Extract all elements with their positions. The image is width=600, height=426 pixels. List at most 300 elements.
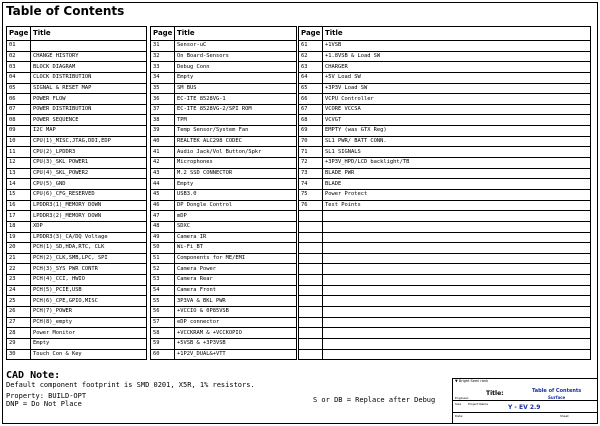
toc-row — [7, 72, 147, 83]
title-block-title-value: Table of Contents — [532, 388, 582, 394]
toc-page-number — [299, 285, 323, 296]
toc-page-number: 05 — [7, 83, 31, 94]
toc-entry-title: BLADE — [323, 179, 591, 190]
toc-page-number: 11 — [7, 147, 31, 158]
toc-page-number: 28 — [7, 328, 31, 339]
toc-page-number: 62 — [299, 51, 323, 62]
toc-page-number: 03 — [7, 62, 31, 73]
toc-row — [151, 243, 297, 254]
toc-page-number: 52 — [151, 264, 175, 275]
toc-page-number: 41 — [151, 147, 175, 158]
toc-page-number: 61 — [299, 41, 323, 52]
toc-row — [151, 51, 297, 62]
toc-page-number: 63 — [299, 62, 323, 73]
toc-row — [299, 275, 591, 286]
toc-page-number: 48 — [151, 221, 175, 232]
toc-entry-title — [31, 41, 147, 52]
toc-page-number — [299, 328, 323, 339]
toc-page-number: 07 — [7, 104, 31, 115]
toc-page-number: 65 — [299, 83, 323, 94]
toc-entry-title — [323, 211, 591, 222]
page-title: Table of Contents — [6, 4, 125, 18]
toc-entry-title — [323, 307, 591, 318]
toc-row — [299, 41, 591, 52]
toc-page-number: 75 — [299, 189, 323, 200]
title-block-revision: Y - EV 2.9 — [508, 404, 541, 411]
toc-entry-title — [323, 296, 591, 307]
toc-page-number: 27 — [7, 317, 31, 328]
toc-row — [7, 253, 147, 264]
toc-page-number: 74 — [299, 179, 323, 190]
toc-page-number: 18 — [7, 221, 31, 232]
toc-row — [7, 179, 147, 190]
toc-header-row — [299, 27, 591, 41]
toc-entry-title: +1P2V_DUAL&+VTT — [175, 349, 297, 360]
toc-page-number: 69 — [299, 126, 323, 137]
toc-entry-title: REALTEK ALC298 CODEC — [175, 136, 297, 147]
toc-entry-title: PCH(7)_POWER — [31, 307, 147, 318]
toc-page-number: 33 — [151, 62, 175, 73]
title-block — [452, 378, 598, 424]
toc-row — [299, 328, 591, 339]
toc-entry-title: PCH(1)_SD,HDA,RTC, CLK — [31, 243, 147, 254]
title-block-project-label: Project Name — [468, 402, 489, 406]
toc-entry-title: CLOCK DISTRIBUTION — [31, 72, 147, 83]
toc-row — [151, 307, 297, 318]
toc-entry-title: DP Dongle Control — [175, 200, 297, 211]
toc-entry-title: +VCCKRAM & +VCCKOPIO — [175, 328, 297, 339]
toc-entry-title — [323, 221, 591, 232]
toc-entry-title: SL1 SIGNALS — [323, 147, 591, 158]
toc-row — [151, 264, 297, 275]
toc-page-number: 56 — [151, 307, 175, 318]
toc-page-number: 47 — [151, 211, 175, 222]
toc-page-number — [299, 264, 323, 275]
toc-entry-title: BLADE PWR — [323, 168, 591, 179]
toc-row — [299, 211, 591, 222]
title-column-header: Title — [175, 27, 297, 41]
toc-row — [7, 200, 147, 211]
toc-row — [151, 147, 297, 158]
toc-entry-title: LPDDR3(2)_MEMORY DOWN — [31, 211, 147, 222]
toc-entry-title: Test Points — [323, 200, 591, 211]
toc-page-number: 17 — [7, 211, 31, 222]
toc-row — [7, 83, 147, 94]
title-block-title-label: Title: — [486, 390, 504, 397]
toc-page-number: 06 — [7, 94, 31, 105]
cad-note-property: Property: BUILD-OPT — [6, 392, 87, 400]
toc-page-number: 01 — [7, 41, 31, 52]
cad-note-title: CAD Note: — [6, 370, 61, 381]
title-block-divider — [452, 412, 598, 413]
toc-entry-title: Wi-Fi_BT — [175, 243, 297, 254]
toc-page-number: 58 — [151, 328, 175, 339]
toc-row — [151, 200, 297, 211]
toc-row — [7, 338, 147, 349]
toc-page-number — [299, 211, 323, 222]
toc-row — [299, 115, 591, 126]
page-column-header: Page — [7, 27, 31, 41]
toc-entry-title: SIGNAL & RESET MAP — [31, 83, 147, 94]
toc-page-number: 57 — [151, 317, 175, 328]
toc-entry-title: M.2 SSD CONNECTOR — [175, 168, 297, 179]
toc-entry-title: POWER SEQUENCE — [31, 115, 147, 126]
toc-row — [7, 307, 147, 318]
toc-row — [7, 168, 147, 179]
toc-entry-title: Sensor-uC — [175, 41, 297, 52]
toc-row — [299, 51, 591, 62]
toc-entry-title: Empty — [175, 72, 297, 83]
toc-row — [151, 158, 297, 169]
toc-entry-title: Camera IR — [175, 232, 297, 243]
toc-entry-title: Camera Front — [175, 285, 297, 296]
toc-row — [7, 41, 147, 52]
toc-page-number: 42 — [151, 158, 175, 169]
toc-entry-title: EC-ITE 8528VG-2/SPI ROM — [175, 104, 297, 115]
toc-row — [299, 104, 591, 115]
title-block-sheet-label: Sheet — [560, 414, 569, 418]
toc-row — [151, 189, 297, 200]
toc-entry-title: +3P3V Load SW — [323, 83, 591, 94]
toc-page-number: 60 — [151, 349, 175, 360]
toc-entry-title: eDP connector — [175, 317, 297, 328]
toc-entry-title: TPM — [175, 115, 297, 126]
toc-row — [299, 338, 591, 349]
toc-entry-title: Microphones — [175, 158, 297, 169]
toc-entry-title: SM BUS — [175, 83, 297, 94]
toc-row — [7, 189, 147, 200]
toc-row — [7, 285, 147, 296]
toc-table-2 — [150, 26, 297, 360]
toc-entry-title: Temp Sensor/System Fan — [175, 126, 297, 137]
toc-row — [7, 126, 147, 137]
toc-entry-title: CPU(2)_LPDDR3 — [31, 147, 147, 158]
toc-entry-title: XDP — [31, 221, 147, 232]
toc-page-number: 72 — [299, 158, 323, 169]
toc-row — [299, 94, 591, 105]
toc-entry-title — [323, 285, 591, 296]
toc-entry-title: POWER DISTRIBUTION — [31, 104, 147, 115]
toc-row — [7, 296, 147, 307]
toc-page-number: 40 — [151, 136, 175, 147]
toc-page-number: 19 — [7, 232, 31, 243]
toc-entry-title: LPDDR3(1)_MEMORY DOWN — [31, 200, 147, 211]
toc-page-number — [299, 307, 323, 318]
toc-entry-title — [323, 338, 591, 349]
toc-row — [7, 104, 147, 115]
toc-page-number: 15 — [7, 189, 31, 200]
toc-row — [299, 126, 591, 137]
toc-page-number: 02 — [7, 51, 31, 62]
toc-entry-title — [323, 275, 591, 286]
toc-entry-title: VCPU Controller — [323, 94, 591, 105]
toc-row — [7, 62, 147, 73]
toc-row — [7, 115, 147, 126]
title-block-divider — [452, 400, 598, 401]
toc-entry-title: CPU(3)_SKL POWER1 — [31, 158, 147, 169]
toc-row — [299, 253, 591, 264]
toc-entry-title: Power Protect — [323, 189, 591, 200]
toc-entry-title: VCORE VCCSA — [323, 104, 591, 115]
toc-row — [7, 221, 147, 232]
page-column-header: Page — [299, 27, 323, 41]
toc-page-number: 10 — [7, 136, 31, 147]
toc-page-number: 51 — [151, 253, 175, 264]
toc-row — [151, 126, 297, 137]
toc-page-number: 24 — [7, 285, 31, 296]
toc-row — [151, 253, 297, 264]
toc-page-number: 35 — [151, 83, 175, 94]
toc-row — [151, 232, 297, 243]
toc-page-number: 04 — [7, 72, 31, 83]
toc-row — [299, 168, 591, 179]
toc-row — [7, 232, 147, 243]
toc-page-number: 76 — [299, 200, 323, 211]
toc-page-number: 21 — [7, 253, 31, 264]
toc-page-number: 09 — [7, 126, 31, 137]
toc-page-number: 34 — [151, 72, 175, 83]
toc-row — [299, 83, 591, 94]
toc-entry-title: LPDDR3(3)_CA/DQ Voltage — [31, 232, 147, 243]
toc-page-number: 53 — [151, 275, 175, 286]
toc-row — [151, 221, 297, 232]
toc-page-number: 31 — [151, 41, 175, 52]
title-block-date-label: Date: — [455, 414, 464, 418]
toc-page-number — [299, 349, 323, 360]
toc-page-number: 68 — [299, 115, 323, 126]
toc-row — [299, 147, 591, 158]
toc-page-number — [299, 232, 323, 243]
toc-page-number: 38 — [151, 115, 175, 126]
toc-entry-title: CPU(5)_GND — [31, 179, 147, 190]
toc-entry-title: USB3.0 — [175, 189, 297, 200]
toc-row — [299, 72, 591, 83]
toc-row — [7, 136, 147, 147]
toc-page-number — [299, 275, 323, 286]
toc-entry-title: EC-ITE 8528VG-1 — [175, 94, 297, 105]
title-block-engineer-label: Engineer: — [455, 396, 470, 400]
toc-row — [7, 275, 147, 286]
toc-page-number: 30 — [7, 349, 31, 360]
title-block-size-label: Size — [455, 402, 462, 406]
toc-entry-title: Empty — [31, 338, 147, 349]
toc-row — [299, 136, 591, 147]
toc-entry-title — [323, 317, 591, 328]
toc-page-number: 08 — [7, 115, 31, 126]
toc-page-number: 14 — [7, 179, 31, 190]
toc-page-number: 70 — [299, 136, 323, 147]
toc-page-number: 73 — [299, 168, 323, 179]
toc-entry-title: On Board-Sensors — [175, 51, 297, 62]
toc-row — [299, 158, 591, 169]
toc-entry-title: 3P3VA & BKL PWR — [175, 296, 297, 307]
toc-entry-title: +1.8VSB & Load SW — [323, 51, 591, 62]
toc-row — [151, 115, 297, 126]
toc-entry-title: POWER FLOW — [31, 94, 147, 105]
toc-row — [7, 264, 147, 275]
toc-entry-title: PCH(3)_SYS PWR CONTR — [31, 264, 147, 275]
toc-entry-title: +1VSB — [323, 41, 591, 52]
toc-row — [7, 317, 147, 328]
toc-entry-title: Empty — [175, 179, 297, 190]
toc-entry-title: Debug Conn — [175, 62, 297, 73]
toc-row — [299, 285, 591, 296]
toc-entry-title: PCH(6)_CPE,GPIO,MISC — [31, 296, 147, 307]
toc-entry-title: PCH(8)_empty — [31, 317, 147, 328]
toc-page-number: 50 — [151, 243, 175, 254]
toc-row — [7, 158, 147, 169]
toc-row — [299, 317, 591, 328]
toc-header-row — [7, 27, 147, 41]
page-column-header: Page — [151, 27, 175, 41]
toc-entry-title — [323, 264, 591, 275]
toc-entry-title: +5VSB & +3P3VSB — [175, 338, 297, 349]
toc-row — [151, 104, 297, 115]
toc-row — [151, 83, 297, 94]
toc-page-number: 46 — [151, 200, 175, 211]
company-logo: ▼ Bright Semi rank — [455, 379, 489, 383]
toc-row — [7, 211, 147, 222]
toc-page-number: 37 — [151, 104, 175, 115]
toc-row — [7, 243, 147, 254]
title-column-header: Title — [323, 27, 591, 41]
toc-row — [151, 94, 297, 105]
toc-entry-title: CHARGER — [323, 62, 591, 73]
toc-row — [151, 168, 297, 179]
toc-page-number: 36 — [151, 94, 175, 105]
toc-row — [299, 221, 591, 232]
toc-row — [299, 179, 591, 190]
cad-note-dnp: DNP = Do Not Place — [6, 400, 82, 408]
toc-row — [299, 307, 591, 318]
toc-page-number: 64 — [299, 72, 323, 83]
toc-page-number: 54 — [151, 285, 175, 296]
toc-page-number: 22 — [7, 264, 31, 275]
toc-row — [7, 94, 147, 105]
toc-entry-title — [323, 349, 591, 360]
toc-page-number: 16 — [7, 200, 31, 211]
toc-row — [151, 338, 297, 349]
toc-row — [151, 211, 297, 222]
toc-entry-title: CPU(4)_SKL_POWER2 — [31, 168, 147, 179]
toc-row — [151, 328, 297, 339]
toc-entry-title: Audio Jack/Vol Button/Spkr — [175, 147, 297, 158]
toc-entry-title: SDXC — [175, 221, 297, 232]
toc-row — [299, 264, 591, 275]
toc-table-1 — [6, 26, 147, 360]
toc-entry-title: +3P3V_HPD/LCD backlight/TB — [323, 158, 591, 169]
toc-entry-title: PCH(5)_PCIE,USB — [31, 285, 147, 296]
toc-row — [151, 179, 297, 190]
toc-entry-title: +VCCIO & 0P85VSB — [175, 307, 297, 318]
toc-page-number — [299, 317, 323, 328]
toc-entry-title: Components for ME/EMI — [175, 253, 297, 264]
toc-page-number: 49 — [151, 232, 175, 243]
toc-row — [299, 189, 591, 200]
toc-row — [151, 62, 297, 73]
toc-header-row — [151, 27, 297, 41]
toc-entry-title: CPU(1)_MISC,JTAG,DDI,EDP — [31, 136, 147, 147]
toc-page-number: 29 — [7, 338, 31, 349]
toc-entry-title: I2C MAP — [31, 126, 147, 137]
toc-entry-title — [323, 232, 591, 243]
toc-page-number: 44 — [151, 179, 175, 190]
toc-row — [151, 349, 297, 360]
title-column-header: Title — [31, 27, 147, 41]
toc-row — [151, 317, 297, 328]
toc-table-3 — [298, 26, 591, 360]
toc-entry-title: CHANGE HISTORY — [31, 51, 147, 62]
toc-page-number: 55 — [151, 296, 175, 307]
toc-page-number: 32 — [151, 51, 175, 62]
toc-row — [7, 51, 147, 62]
toc-row — [151, 136, 297, 147]
toc-entry-title — [323, 243, 591, 254]
toc-entry-title: Touch Con & Key — [31, 349, 147, 360]
toc-page-number: 43 — [151, 168, 175, 179]
toc-page-number: 20 — [7, 243, 31, 254]
cad-note-replace: S or DB = Replace after Debug — [313, 396, 436, 404]
toc-entry-title: Power Monitor — [31, 328, 147, 339]
toc-entry-title: SL1 PWR/ BATT CONN. — [323, 136, 591, 147]
toc-row — [7, 147, 147, 158]
toc-page-number: 45 — [151, 189, 175, 200]
toc-page-number — [299, 338, 323, 349]
toc-page-number: 39 — [151, 126, 175, 137]
toc-entry-title — [323, 253, 591, 264]
toc-row — [151, 285, 297, 296]
toc-row — [151, 41, 297, 52]
toc-row — [151, 296, 297, 307]
toc-page-number — [299, 243, 323, 254]
toc-entry-title: PCH(2)_CLK,SMB,LPC, SPI — [31, 253, 147, 264]
toc-row — [299, 296, 591, 307]
title-block-subtitle: Surface — [548, 395, 566, 400]
toc-entry-title: Camera Rear — [175, 275, 297, 286]
toc-entry-title: BLOCK DIAGRAM — [31, 62, 147, 73]
toc-page-number: 59 — [151, 338, 175, 349]
toc-entry-title: VCVGT — [323, 115, 591, 126]
toc-page-number: 26 — [7, 307, 31, 318]
toc-page-number: 23 — [7, 275, 31, 286]
toc-row — [151, 72, 297, 83]
toc-entry-title: Camera Power — [175, 264, 297, 275]
toc-page-number: 71 — [299, 147, 323, 158]
toc-row — [7, 328, 147, 339]
toc-page-number — [299, 296, 323, 307]
toc-page-number — [299, 253, 323, 264]
toc-row — [299, 200, 591, 211]
toc-page-number: 12 — [7, 158, 31, 169]
toc-page-number: 66 — [299, 94, 323, 105]
toc-page-number — [299, 221, 323, 232]
toc-row — [299, 243, 591, 254]
toc-entry-title: PCH(4)_CCI, HWIO — [31, 275, 147, 286]
toc-entry-title: CPU(6)_CFG_RESERVED — [31, 189, 147, 200]
toc-entry-title: EMPTY (was GTX Reg) — [323, 126, 591, 137]
toc-row — [299, 232, 591, 243]
toc-entry-title: +5V Load SW — [323, 72, 591, 83]
toc-page-number: 25 — [7, 296, 31, 307]
cad-note-footprint: Default component footprint is SMD 0201, X5R, 1% resistors. — [6, 381, 255, 389]
toc-row — [299, 62, 591, 73]
toc-entry-title: mDP — [175, 211, 297, 222]
toc-row — [299, 349, 591, 360]
toc-page-number: 67 — [299, 104, 323, 115]
toc-page-number: 13 — [7, 168, 31, 179]
toc-row — [151, 275, 297, 286]
toc-row — [7, 349, 147, 360]
